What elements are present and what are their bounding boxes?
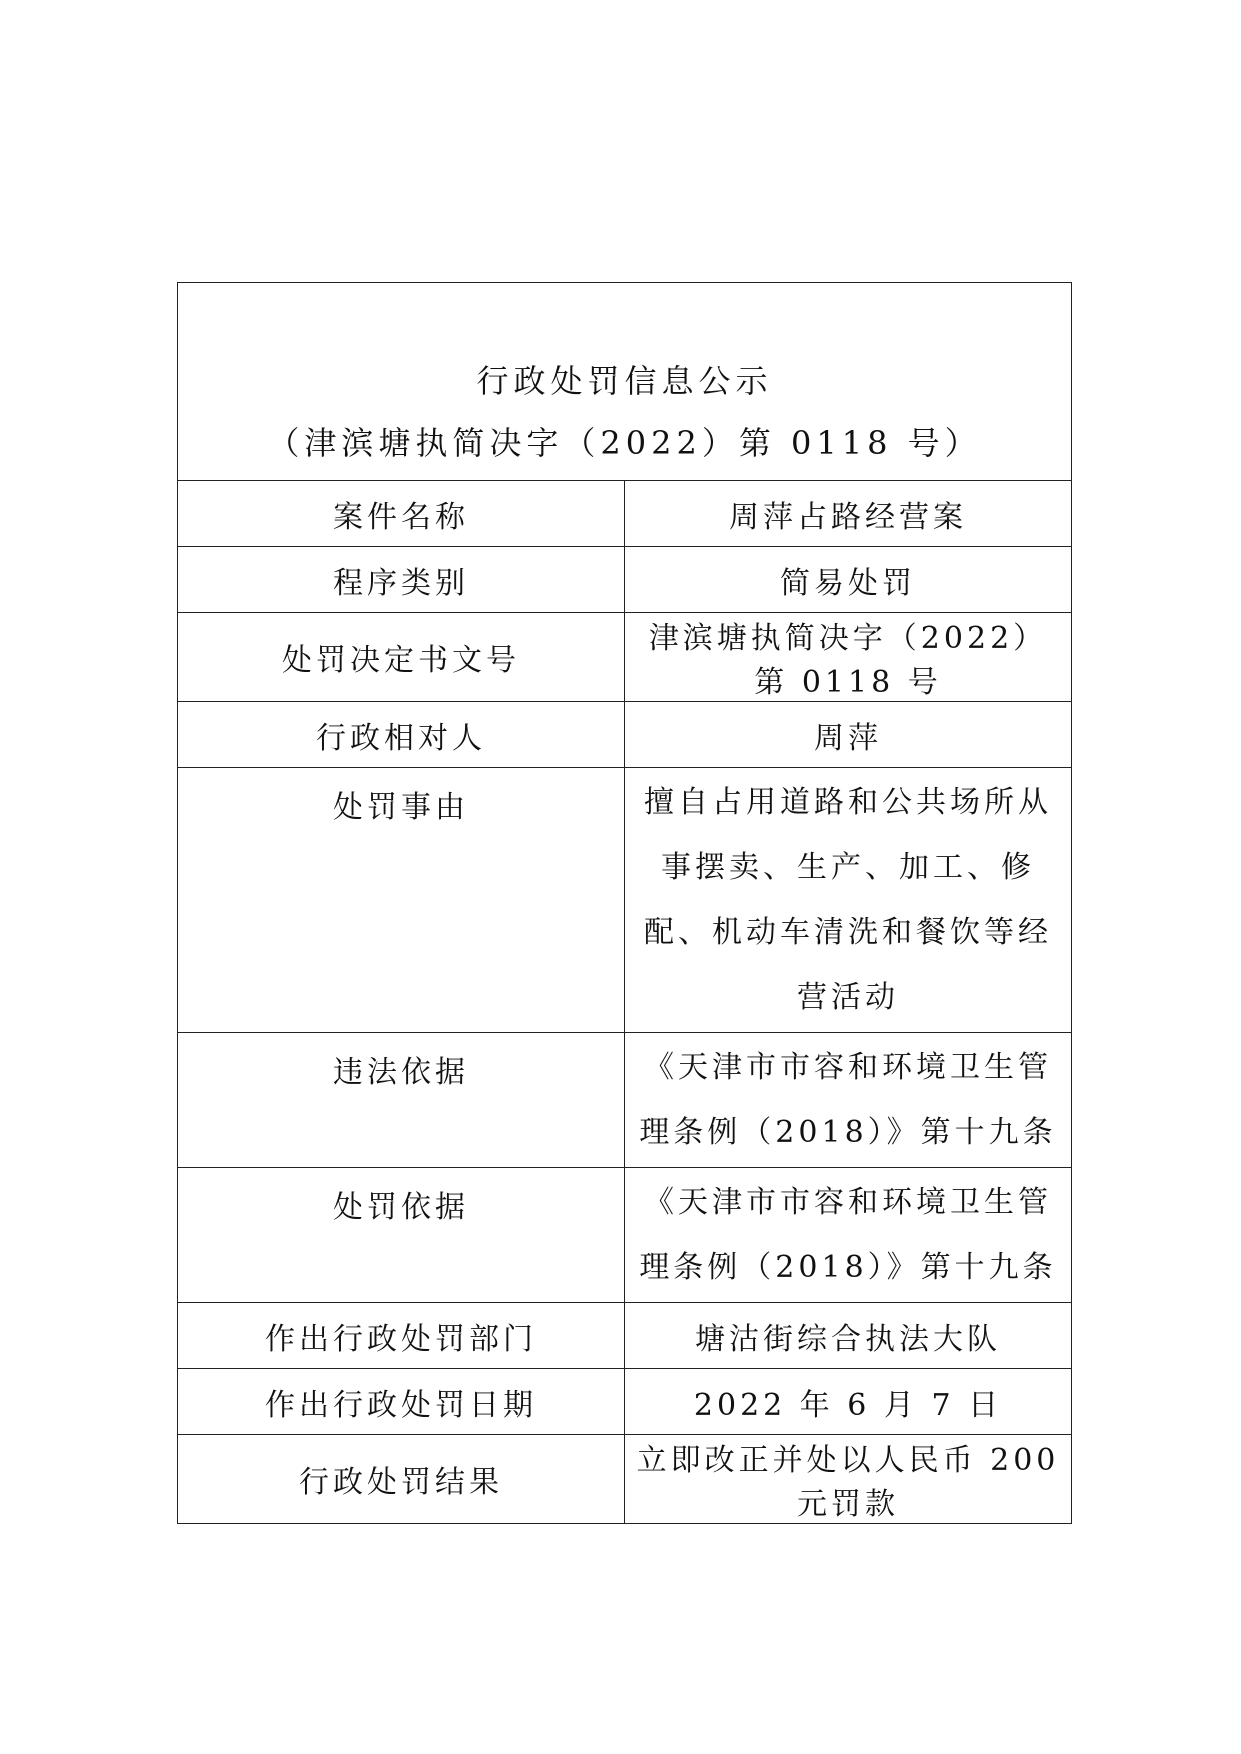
row-value: 津滨塘执简决字（2022）第 0118 号 [625,613,1072,702]
table-row-penalty-reason [178,768,1072,1033]
row-label: 作出行政处罚日期 [178,1369,625,1435]
row-label: 行政处罚结果 [178,1435,625,1524]
row-label: 作出行政处罚部门 [178,1303,625,1369]
row-label: 违法依据 [178,1033,625,1168]
table-row-issuing-department [178,1303,1072,1369]
row-value: 简易处罚 [625,547,1072,613]
row-value: 周萍占路经营案 [625,481,1072,547]
document-number-subtitle: （津滨塘执简决字（2022）第 0118 号） [267,423,982,462]
table-row-penalty-basis [178,1168,1072,1303]
row-label: 处罚事由 [178,768,625,1033]
row-label: 案件名称 [178,481,625,547]
title-row [178,283,1072,481]
row-value: 《天津市市容和环境卫生管理条例（2018）》第十九条 [625,1168,1072,1303]
row-value: 《天津市市容和环境卫生管理条例（2018）》第十九条 [625,1033,1072,1168]
document-title: 行政处罚信息公示 [476,361,773,400]
row-value: 擅自占用道路和公共场所从事摆卖、生产、加工、修配、机动车清洗和餐饮等经营活动 [625,768,1072,1033]
table-row-procedure-type [178,547,1072,613]
table-row-decision-number [178,613,1072,702]
table-row-counterparty [178,702,1072,768]
row-label: 行政相对人 [178,702,625,768]
table-row-violation-basis [178,1033,1072,1168]
row-label: 处罚依据 [178,1168,625,1303]
table-row-decision-date [178,1369,1072,1435]
row-value: 周萍 [625,702,1072,768]
row-value: 2022 年 6 月 7 日 [625,1369,1072,1435]
title-cell [178,283,1072,481]
row-label: 处罚决定书文号 [178,613,625,702]
penalty-info-table [177,282,1072,1524]
table-row-penalty-result [178,1435,1072,1524]
table-row-case-name [178,481,1072,547]
row-value: 立即改正并处以人民币 200 元罚款 [625,1435,1072,1524]
row-label: 程序类别 [178,547,625,613]
row-value: 塘沽街综合执法大队 [625,1303,1072,1369]
